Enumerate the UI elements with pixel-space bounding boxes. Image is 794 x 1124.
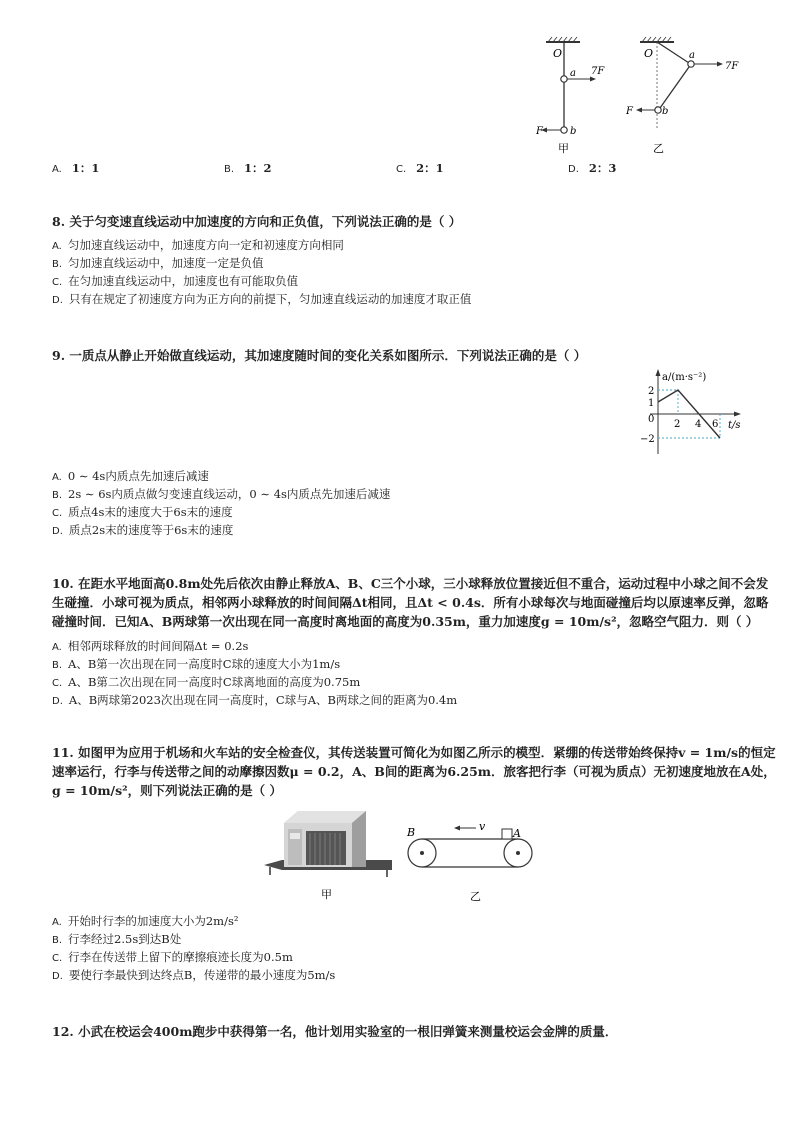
option-label: A.: [52, 917, 62, 928]
q11-stem: [52, 743, 776, 800]
option-text: 2s ∼ 6s内质点做匀变速直线运动，0 ∼ 4s内质点先加速后减速: [68, 487, 391, 501]
option-label: A.: [52, 241, 62, 252]
option-label: B.: [52, 660, 63, 671]
q9-xtick-2: 2: [674, 419, 681, 430]
option-text: A、B第二次出现在同一高度时C球离地面的高度为0.75m: [68, 675, 361, 689]
q7-option-d[interactable]: [568, 160, 616, 176]
q7-figure-yi: [622, 36, 752, 156]
q9-option-c[interactable]: [52, 503, 233, 523]
q7-figure-jia: [520, 36, 610, 156]
q11-security-scanner-image: [262, 805, 394, 900]
option-text: 0 ∼ 4s内质点先加速后减速: [67, 469, 209, 483]
option-label: A.: [52, 164, 62, 175]
q9-ytick-2: 2: [648, 386, 655, 397]
q8-option-d[interactable]: [52, 290, 471, 310]
option-text: 在匀加速直线运动中，加速度也有可能取负值: [68, 274, 299, 288]
q12-stem: [52, 1022, 752, 1041]
q7-yi-b: b: [662, 106, 669, 117]
option-text: 质点2s末的速度等于6s末的速度: [68, 523, 234, 537]
q11-a-label: A: [513, 827, 521, 840]
q8-stem-text: 8. 关于匀变速直线运动中加速度的方向和正负值，下列说法正确的是（ ）: [52, 214, 462, 229]
option-text: 匀加速直线运动中，加速度方向一定和初速度方向相同: [67, 238, 344, 252]
q9-option-d[interactable]: [52, 521, 233, 541]
q9-origin: 0: [648, 414, 655, 425]
q7-option-c[interactable]: [396, 160, 444, 176]
q11-conveyor-diagram: [400, 818, 550, 903]
q9-xlabel: t/s: [728, 420, 741, 431]
q11-stem-line: 11. 如图甲为应用于机场和火车站的安全检查仪，其传送装置可简化为如图乙所示的模型．紧绷的传送带始终保持v = 1m/s的恒定: [52, 745, 776, 760]
q9-option-b[interactable]: [52, 485, 390, 505]
option-label: D.: [568, 164, 579, 175]
q7-option-b[interactable]: [224, 160, 272, 176]
q7-option-a[interactable]: [52, 160, 99, 176]
option-text: 质点4s末的速度大于6s末的速度: [68, 505, 233, 519]
q7-jia-f: F: [536, 126, 543, 137]
q9-stem: [52, 346, 752, 365]
option-label: C.: [52, 277, 63, 288]
q11-caption-jia: 甲: [321, 888, 332, 900]
q8-option-b[interactable]: [52, 254, 264, 274]
q11-option-b[interactable]: [52, 930, 181, 950]
option-text: 只有在规定了初速度方向为正方向的前提下，匀加速直线运动的加速度才取正值: [68, 292, 472, 306]
q7-yi-7f: 7F: [725, 61, 739, 72]
option-text: 1：2: [244, 161, 272, 175]
q8-option-a[interactable]: [52, 236, 344, 256]
option-text: 2：3: [588, 161, 617, 175]
q7-yi-o: O: [644, 47, 654, 60]
option-label: D.: [52, 526, 63, 537]
q9-xtick-4: 4: [695, 419, 702, 430]
option-label: B.: [52, 490, 63, 501]
q9-ylabel: a/(m·s⁻²): [662, 372, 707, 383]
q10-stem-line: 生碰撞．小球可视为质点，相邻两小球释放的时间间隔Δt相同，且Δt < 0.4s．所有小球每次与地面碰撞后均以原速率反弹，忽略: [52, 595, 769, 610]
option-label: A.: [52, 642, 62, 653]
q10-stem-line: 10. 在距水平地面高0.8m处先后依次由静止释放A、B、C三个小球，三小球释放位置接近但不重合，运动过程中小球之间不会发: [52, 576, 769, 591]
q11-b-label: B: [407, 826, 416, 839]
q9-ytick-neg2: −2: [640, 434, 655, 445]
option-label: B.: [52, 259, 63, 270]
option-text: 要使行李最快到达终点B，传递带的最小速度为5m/s: [68, 968, 336, 982]
q11-option-a[interactable]: [52, 912, 238, 932]
option-text: A、B两球第2023次出现在同一高度时，C球与A、B两球之间的距离为0.4m: [68, 693, 458, 707]
q9-stem-text: 9. 一质点从静止开始做直线运动，其加速度随时间的变化关系如图所示．下列说法正确的是（ ）: [52, 348, 587, 363]
option-label: C.: [52, 508, 63, 519]
q12-stem-text: 12. 小武在校运会400m跑步中获得第一名，他计划用实验室的一根旧弹簧来测量校运会金牌的质量．: [52, 1024, 618, 1039]
q10-option-c[interactable]: [52, 673, 360, 693]
q7-yi-f: F: [626, 106, 633, 117]
q10-stem: [52, 574, 769, 631]
q10-option-a[interactable]: [52, 637, 248, 657]
option-text: 2：1: [416, 161, 444, 175]
option-text: 1：1: [71, 161, 100, 175]
q7-jia-caption: 甲: [558, 142, 569, 155]
q7-yi-caption: 乙: [653, 142, 664, 155]
q7-yi-a: a: [689, 50, 695, 61]
q10-option-d[interactable]: [52, 691, 457, 711]
option-label: C.: [396, 164, 407, 175]
q8-option-c[interactable]: [52, 272, 298, 292]
q11-caption-yi: 乙: [470, 890, 481, 903]
q9-acceleration-graph: [636, 364, 756, 460]
q7-jia-7f: 7F: [591, 66, 605, 77]
option-text: 开始时行李的加速度大小为2m/s²: [67, 914, 239, 928]
option-label: C.: [52, 953, 63, 964]
option-text: 匀加速直线运动中，加速度一定是负值: [68, 256, 264, 270]
option-label: B.: [52, 935, 63, 946]
q7-jia-b: b: [570, 126, 577, 137]
option-label: A.: [52, 472, 62, 483]
option-label: D.: [52, 971, 63, 982]
option-label: D.: [52, 295, 63, 306]
q9-ytick-1: 1: [648, 398, 655, 409]
q11-stem-line: g = 10m/s²，则下列说法正确的是（ ）: [52, 783, 282, 798]
option-text: 相邻两球释放的时间间隔Δt = 0.2s: [67, 639, 249, 653]
q10-stem-line: 碰撞时间．已知A、B两球第一次出现在同一高度时离地面的高度为0.35m，重力加速度g = 10m/s²，忽略空气阻力．则（ ）: [52, 614, 759, 629]
q11-v-label: v: [479, 820, 486, 833]
q7-jia-a: a: [570, 68, 576, 79]
option-text: 行李在传送带上留下的摩擦痕迹长度为0.5m: [68, 950, 293, 964]
option-text: 行李经过2.5s到达B处: [68, 932, 182, 946]
q8-stem: [52, 212, 752, 231]
q9-xtick-6: 6: [712, 419, 719, 430]
q11-option-d[interactable]: [52, 966, 335, 986]
option-label: C.: [52, 678, 63, 689]
q11-stem-line: 速率运行，行李与传送带之间的动摩擦因数μ = 0.2，A、B间的距离为6.25m．旅客把行李（可视为质点）无初速度地放在A处，: [52, 764, 776, 779]
q7-jia-o: O: [553, 47, 563, 60]
q10-option-b[interactable]: [52, 655, 340, 675]
option-label: D.: [52, 696, 63, 707]
option-text: A、B第一次出现在同一高度时C球的速度大小为1m/s: [68, 657, 341, 671]
option-label: B.: [224, 164, 235, 175]
q9-option-a[interactable]: [52, 467, 209, 487]
q11-option-c[interactable]: [52, 948, 293, 968]
